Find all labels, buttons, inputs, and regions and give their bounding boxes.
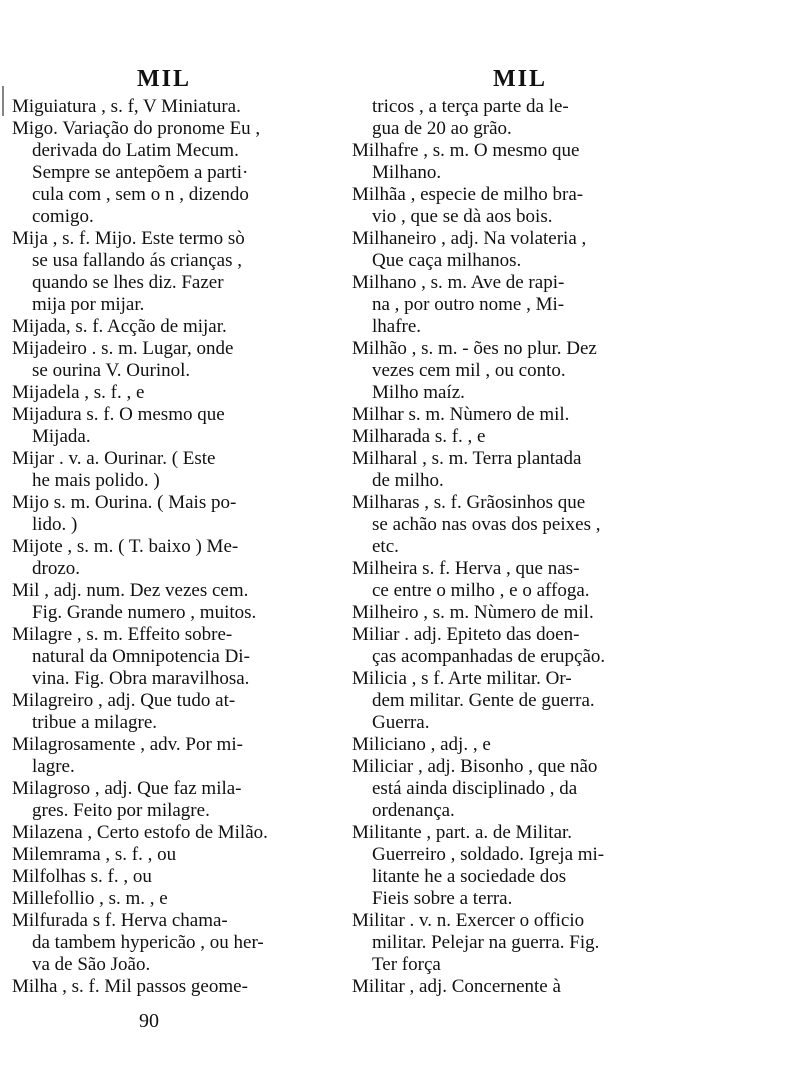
entry-line: etc.: [372, 536, 399, 557]
entry-line: Mil , adj. num. Dez vezes cem.: [12, 580, 249, 601]
entry-line: Milhafre , s. m. O mesmo que: [352, 140, 580, 161]
entry-line: va de São João.: [32, 954, 151, 975]
entry-line: está ainda disciplinado , da: [372, 778, 578, 799]
entry-line: Miliar . adj. Epiteto das doen-: [352, 624, 580, 645]
entry-line: Milheiro , s. m. Nùmero de mil.: [352, 602, 594, 623]
entry-line: drozo.: [32, 558, 81, 579]
entry-line: Militar , adj. Concernente à: [352, 976, 561, 997]
entry-line: lagre.: [32, 756, 75, 777]
entry-line: militar. Pelejar na guerra. Fig.: [372, 932, 600, 953]
entry-line: na , por outro nome , Mi-: [372, 294, 565, 315]
entry-line: Milazena , Certo estofo de Milão.: [12, 822, 268, 843]
entry-line: Fig. Grande numero , muitos.: [32, 602, 257, 623]
entry-line: de milho.: [372, 470, 444, 491]
entry-line: Militar . v. n. Exercer o officio: [352, 910, 585, 931]
entry-line: Mijote , s. m. ( T. baixo ) Me-: [12, 536, 239, 557]
entry-line: Milheira s. f. Herva , que nas-: [352, 558, 580, 579]
entry-line: Milhano.: [372, 162, 442, 183]
entry-line: gres. Feito por milagre.: [32, 800, 210, 821]
entry-line: se achão nas ovas dos peixes ,: [372, 514, 601, 535]
entry-line: lhafre.: [372, 316, 422, 337]
entry-line: lido. ): [32, 514, 78, 535]
entry-line: mija por mijar.: [32, 294, 145, 315]
entry-line: vio , que se dà aos bois.: [372, 206, 553, 227]
entry-line: da tambem hypericão , ou her-: [32, 932, 264, 953]
entry-line: Milharada s. f. , e: [352, 426, 486, 447]
margin-mark: [2, 86, 12, 116]
entry-line: dem militar. Gente de guerra.: [372, 690, 595, 711]
entry-line: Miguiatura , s. f, V Miniatura.: [12, 96, 241, 117]
entry-line: Fieis sobre a terra.: [372, 888, 513, 909]
entry-line: Mijadura s. f. O mesmo que: [12, 404, 225, 425]
entry-line: Milhar s. m. Nùmero de mil.: [352, 404, 570, 425]
right-column: [352, 96, 690, 998]
entry-line: Milagrosamente , adv. Por mi-: [12, 734, 243, 755]
entry-line: Guerreiro , soldado. Igreja mi-: [372, 844, 605, 865]
entry-line: Mijo s. m. Ourina. ( Mais po-: [12, 492, 237, 513]
entry-line: Milhão , s. m. - ões no plur. Dez: [352, 338, 597, 359]
entry-line: Milhaneiro , adj. Na volateria ,: [352, 228, 587, 249]
entry-line: Guerra.: [372, 712, 430, 733]
entry-line: Ter força: [372, 954, 441, 975]
entry-line: ças acompanhadas de erupção.: [372, 646, 606, 667]
entry-line: Milfolhas s. f. , ou: [12, 866, 152, 887]
entry-line: Miliciano , adj. , e: [352, 734, 491, 755]
entry-line: se ourina V. Ourinol.: [32, 360, 191, 381]
entry-line: Mija , s. f. Mijo. Este termo sò: [12, 228, 245, 249]
running-header-right: MIL: [493, 66, 547, 92]
entry-line: ce entre o milho , e o affoga.: [372, 580, 590, 601]
entry-line: Milhãa , especie de milho bra-: [352, 184, 584, 205]
entry-line: gua de 20 ao grão.: [372, 118, 512, 139]
entry-line: Milfurada s f. Herva chama-: [12, 910, 228, 931]
entry-line: Milicia , s f. Arte militar. Or-: [352, 668, 572, 689]
entry-line: he mais polido. ): [32, 470, 160, 491]
running-header-left: MIL: [137, 66, 191, 92]
entry-line: vezes cem mil , ou conto.: [372, 360, 566, 381]
entry-line: litante he a sociedade dos: [372, 866, 567, 887]
entry-line: Mijada.: [32, 426, 91, 447]
entry-line: vina. Fig. Obra maravilhosa.: [32, 668, 250, 689]
entry-line: Mijar . v. a. Ourinar. ( Este: [12, 448, 216, 469]
entry-line: Milagroso , adj. Que faz mila-: [12, 778, 242, 799]
entry-line: natural da Omnipotencia Di-: [32, 646, 250, 667]
entry-line: Milharas , s. f. Grãosinhos que: [352, 492, 586, 513]
entry-line: Mijadeiro . s. m. Lugar, onde: [12, 338, 234, 359]
entry-line: derivada do Latim Mecum.: [32, 140, 239, 161]
entry-line: Miliciar , adj. Bisonho , que não: [352, 756, 598, 777]
entry-line: Migo. Variação do pronome Eu ,: [12, 118, 261, 139]
entry-line: tricos , a terça parte da le-: [372, 96, 569, 117]
entry-line: Mijada, s. f. Acção de mijar.: [12, 316, 227, 337]
entry-line: se usa fallando ás crianças ,: [32, 250, 242, 271]
entry-line: Milagreiro , adj. Que tudo at-: [12, 690, 236, 711]
page-number: 90: [139, 1010, 159, 1032]
entry-line: ordenança.: [372, 800, 455, 821]
entry-line: quando se lhes diz. Fazer: [32, 272, 224, 293]
entry-line: cula com , sem o n , dizendo: [32, 184, 249, 205]
entry-line: Milhano , s. m. Ave de rapi-: [352, 272, 565, 293]
entry-line: Que caça milhanos.: [372, 250, 522, 271]
entry-line: Milharal , s. m. Terra plantada: [352, 448, 582, 469]
entry-line: Milagre , s. m. Effeito sobre-: [12, 624, 233, 645]
entry-line: tribue a milagre.: [32, 712, 158, 733]
left-column: [12, 96, 330, 998]
entry-line: Milho maíz.: [372, 382, 465, 403]
entry-line: Mijadela , s. f. , e: [12, 382, 145, 403]
entry-line: Milemrama , s. f. , ou: [12, 844, 177, 865]
entry-line: Milha , s. f. Mil passos geome-: [12, 976, 248, 997]
entry-line: Millefollio , s. m. , e: [12, 888, 168, 909]
entry-line: comigo.: [32, 206, 94, 227]
entry-line: Sempre se antepõem a parti·: [32, 162, 249, 183]
entry-line: Militante , part. a. de Militar.: [352, 822, 573, 843]
